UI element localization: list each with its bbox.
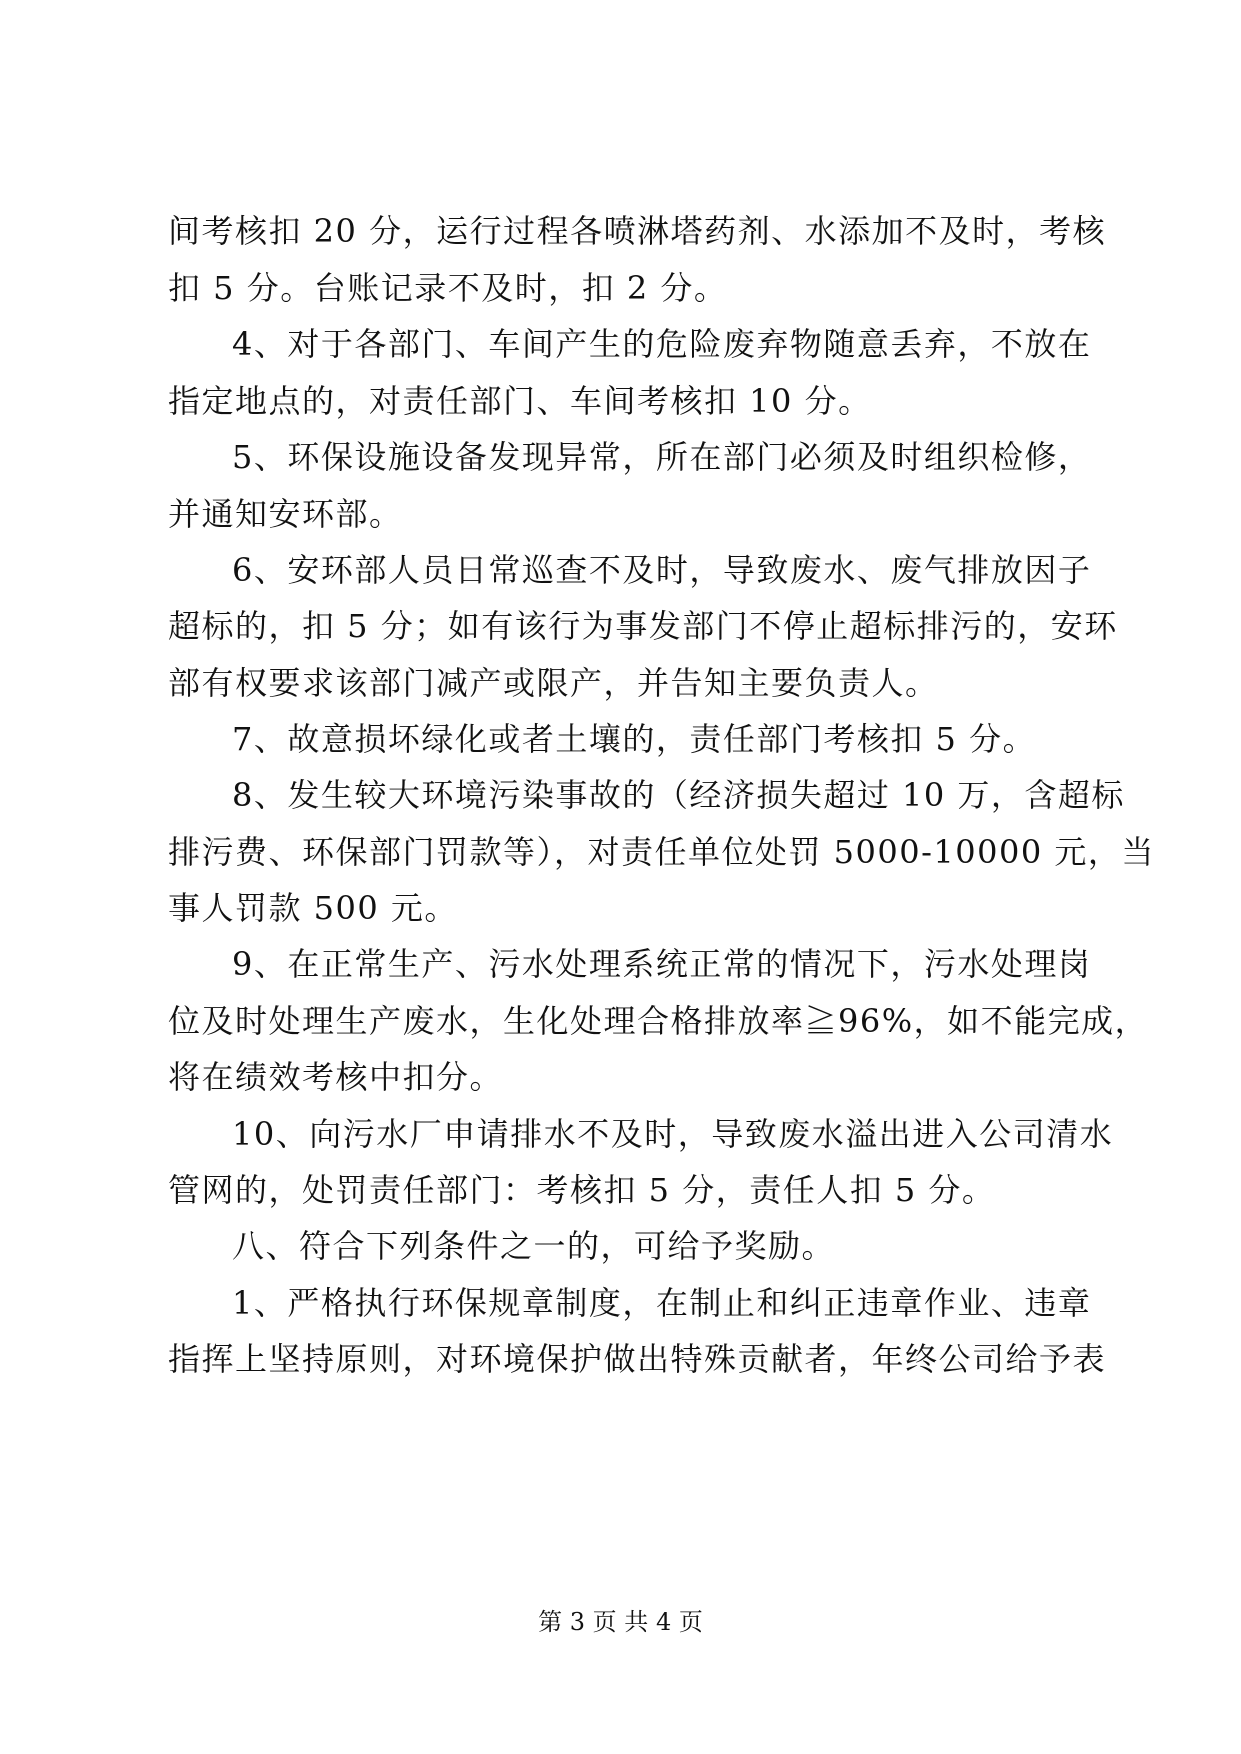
- body-line-14: 9、在正常生产、污水处理系统正常的情况下，污水处理岗: [232, 945, 1092, 983]
- body-line-3: 4、对于各部门、车间产生的危险废弃物随意丢弃，不放在: [232, 325, 1092, 363]
- body-line-5: 5、环保设施设备发现异常，所在部门必须及时组织检修，: [232, 438, 1092, 476]
- page-number-footer: 第 3 页 共 4 页: [538, 1608, 703, 1636]
- body-line-21: 指挥上坚持原则，对环境保护做出特殊贡献者，年终公司给予表: [168, 1340, 1107, 1378]
- body-line-19: 八、符合下列条件之一的，可给予奖励。: [232, 1227, 836, 1265]
- body-line-7: 6、安环部人员日常巡查不及时，导致废水、废气排放因子: [232, 551, 1092, 589]
- body-line-12: 排污费、环保部门罚款等），对责任单位处罚 5000-10000 元，当: [168, 833, 1155, 871]
- body-line-13: 事人罚款 500 元。: [168, 889, 458, 927]
- body-line-18: 管网的，处罚责任部门：考核扣 5 分，责任人扣 5 分。: [168, 1171, 996, 1209]
- body-line-20: 1、严格执行环保规章制度，在制止和纠正违章作业、违章: [232, 1284, 1092, 1322]
- body-line-4: 指定地点的，对责任部门、车间考核扣 10 分。: [168, 382, 872, 420]
- body-line-17: 10、向污水厂申请排水不及时，导致废水溢出进入公司清水: [232, 1115, 1114, 1153]
- body-line-2: 扣 5 分。台账记录不及时，扣 2 分。: [168, 269, 728, 307]
- body-line-16: 将在绩效考核中扣分。: [168, 1058, 504, 1096]
- body-line-10: 7、故意损坏绿化或者土壤的，责任部门考核扣 5 分。: [232, 720, 1037, 758]
- body-line-1: 间考核扣 20 分，运行过程各喷淋塔药剂、水添加不及时，考核: [168, 212, 1107, 250]
- body-line-8: 超标的，扣 5 分；如有该行为事发部门不停止超标排污的，安环: [168, 607, 1118, 645]
- body-line-15: 位及时处理生产废水，生化处理合格排放率≧96%，如不能完成，: [168, 1002, 1149, 1040]
- body-line-6: 并通知安环部。: [168, 495, 403, 533]
- body-line-11: 8、发生较大环境污染事故的（经济损失超过 10 万，含超标: [232, 776, 1125, 814]
- body-line-9: 部有权要求该部门减产或限产，并告知主要负责人。: [168, 664, 939, 702]
